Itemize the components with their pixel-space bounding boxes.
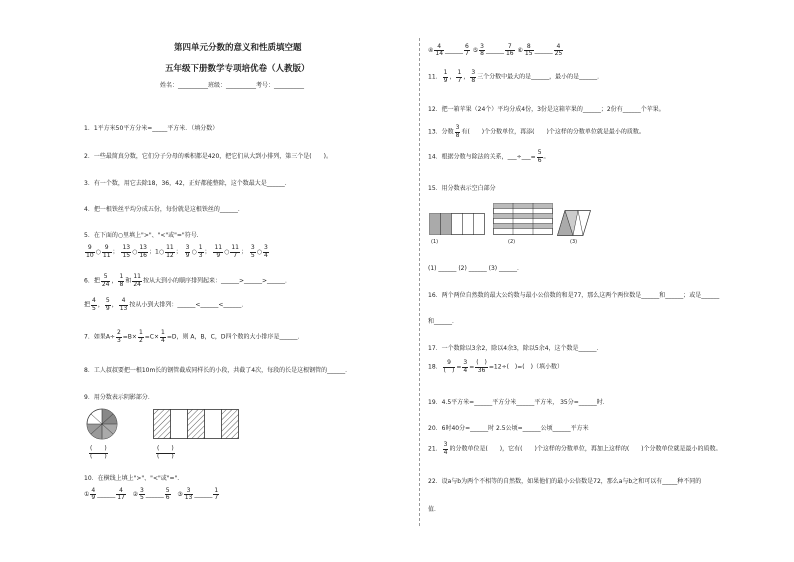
q15-label-2: (2) (508, 239, 516, 245)
q9-rectangle-figure (153, 409, 239, 439)
question-10-continued: ④ $\frac{4}{14}$ ______ $\frac{6}{7}$ ⑤ $\frac{3}{8}$ ______ $\frac{7}{16}$ ⑥ $\frac{8}{15}$ ______ $\frac{4}{25}$ (428, 42, 563, 57)
student-info-line: 姓名：__________班级：__________考号：__________ (160, 82, 305, 89)
fraction: $\frac{13}{16}$ (139, 244, 147, 259)
question-14: 14．根据分数与除法的关系，___÷___= $\frac{5}{6}$ 。 (428, 149, 550, 164)
fraction: $\frac{11}{12}$ (166, 244, 174, 259)
question-22-cont: 值． (428, 506, 441, 513)
question-8: 8．工人叔叔要把一根10m长的钢管截成同样长的小段，共截了4次，每段的长是这根钢管的______． (84, 367, 352, 374)
question-16: 16．两个两位自然数的最大公约数与最小公倍数的和是77，那么这两个两位数是______和______；或是______ (428, 292, 720, 299)
question-1: 1．1平方米50平方分米=_____平方米．（填分数） (84, 125, 219, 132)
question-10: 10．在横线上填上">"、"<"或"=". (84, 475, 180, 482)
fraction: $\frac{9}{11}$ (102, 244, 111, 259)
question-17: 17．一个数除以3余2，除以4余3，除以5余4，这个数是______． (428, 345, 603, 352)
q15-figure-3 (557, 210, 591, 236)
q9-circle-figure (85, 407, 119, 441)
q15-figure-1 (429, 213, 485, 235)
question-5: 5．在下面的○里填上">"、"<"或"="符号. (84, 232, 199, 239)
question-10-items: ① $\frac{4}{9}$ ______ $\frac{4}{17}$ ② $\frac{3}{5}$ ______ $\frac{5}{6}$ ③ $\frac{3}{13}$ ______ $\frac{1}{7}$ (84, 486, 219, 501)
question-9: 9．用分数表示阴影部分． (84, 394, 154, 401)
q9-answer-2: ( ) ( ) (157, 445, 174, 460)
question-6-part2: 把 $\frac{4}{5}$ ， $\frac{5}{9}$ ， $\frac{4}{13}$ 按从小到大排列：______<______<______． (84, 297, 248, 312)
fraction: $\frac{3}{9}$ (185, 244, 190, 259)
q15-label-3: (3) (570, 239, 578, 245)
fraction: $\frac{3}{5}$ (250, 244, 255, 259)
fraction: $\frac{1}{3}$ (198, 244, 203, 259)
question-16-cont: 和______． (428, 318, 459, 325)
question-20: 20．6时40分=______时 2.5公顷=______公顷______平方米 (428, 425, 589, 432)
q9-answer-1: ( ) ( ) (90, 445, 107, 460)
question-21: 21． $\frac{3}{4}$ 的分数单位是( )，它有( )个这样的分数单位，再加上这样的( )个分数单位就是最小的质数。 (428, 441, 722, 456)
fraction: $\frac{3}{4}$ (264, 244, 268, 259)
q15-figure-2 (493, 203, 553, 235)
page-subtitle: 五年级下册数学专项培优卷（人教版） (165, 64, 310, 74)
question-12: 12．把一箱苹果（24个）平均分成4份，3份是这箱苹果的______；2份有______个苹果。 (428, 106, 665, 113)
question-3: 3．有一个数，用它去除18，36，42，正好都能整除，这个数最大是______． (84, 180, 291, 187)
fraction: $\frac{9}{10}$ (86, 244, 94, 259)
question-4: 4．把一根铁丝平均分成五份，每份就是这根铁丝的______． (84, 206, 244, 213)
column-divider (419, 38, 420, 526)
page-title: 第四单元分数的意义和性质填空题 (174, 43, 302, 53)
question-19: 19．4.5平方米=______平方分米______平方米， 35分=______时． (428, 399, 609, 406)
question-11: 11． $\frac{1}{9}$ ， $\frac{1}{7}$ ， $\frac{3}{8}$ 三个分数中最大的是______，最小的是______． (428, 69, 604, 84)
fraction: $\frac{11}{7}$ (231, 244, 239, 259)
q15-label-1: (1) (431, 239, 439, 245)
question-7: 7．如果A÷ $\frac{2}{3}$ =B× $\frac{1}{2}$ =C× $\frac{1}{4}$ =D，则 A，B，C，D四个数的大小排序是______． (84, 329, 304, 344)
question-2: 2．一些最简真分数，它们分子分母的乘积都是420，把它们从大到小排列，第三个是( )。 (84, 153, 332, 160)
question-5-comparisons: $\frac{9}{10}$ ○ $\frac{9}{11}$ ； $\frac{13}{15}$ ○ $\frac{13}{16}$ ；1○ $\frac{11}{12}$ ； $\frac{3}{9}$ ○ $\frac{1}{3}$ ； $\frac{11}{9}$ ○ $\frac{11}{7}$ ； $\frac{3}{5}$ ○ $\frac{3}{4}$ (86, 244, 268, 259)
fraction: $\frac{13}{15}$ (122, 244, 131, 259)
fraction: $\frac{11}{9}$ (214, 244, 223, 259)
question-13: 13．分数 $\frac{3}{8}$ 有( )个分数单位，再添( )个这样的分数单位就是最小的质数。 (428, 124, 645, 139)
q15-answer-blanks: (1) ______ (2) ______ (3) ______． (428, 265, 524, 272)
question-6: 6．把 $\frac{5}{24}$ ， $\frac{1}{8}$ 和 $\frac{11}{24}$ 按从大到小的顺序排列起来：______>______>______． (84, 273, 292, 288)
question-18: 18． 9 ( ) = $\frac{3}{4}$ = ( ) 36 =12÷( )=( )（填小数） (428, 359, 563, 374)
question-15: 15．用分数表示空白部分 (428, 185, 496, 192)
question-22: 22．设a与b为两个不相等的自然数，如果他们的最小公倍数是72，那么a与b之和可以有_____种不同的 (428, 478, 702, 485)
